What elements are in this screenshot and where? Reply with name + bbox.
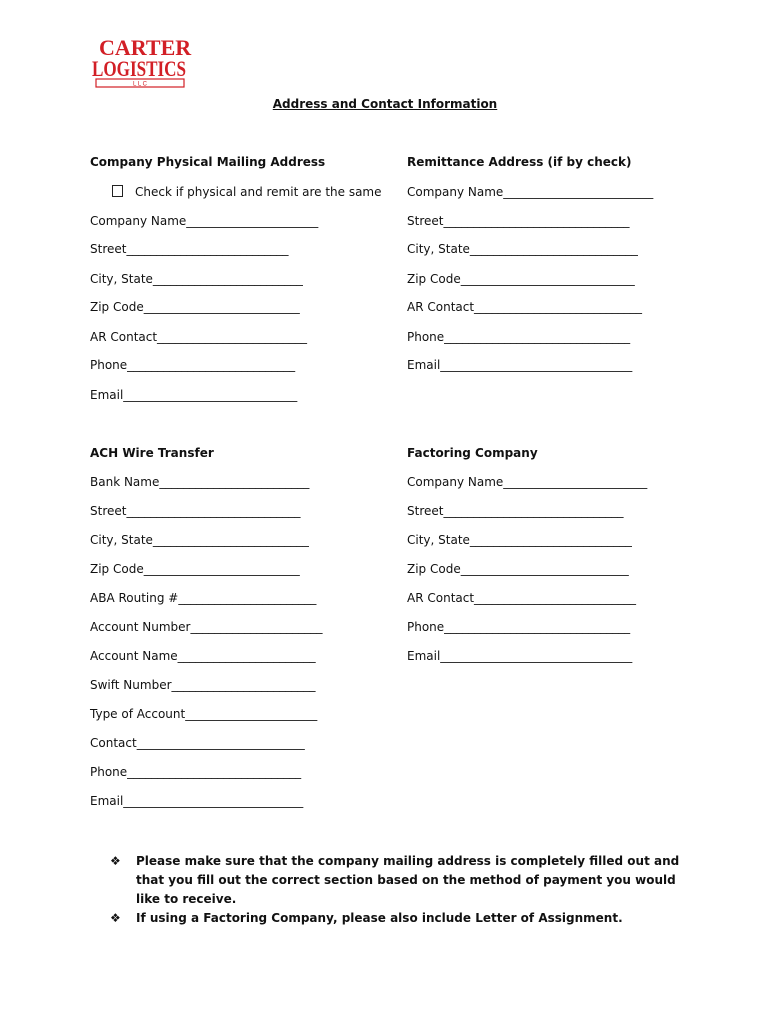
remittance-address-heading: Remittance Address (if by check) <box>407 155 632 169</box>
instructions-notes <box>110 852 690 928</box>
diamond-bullet-icon: ❖ <box>110 854 121 868</box>
factoring-zip-field[interactable]: Zip Code____________________________ <box>407 562 629 576</box>
factoring-street-field[interactable]: Street______________________________ <box>407 504 624 518</box>
remit-city-state-field[interactable]: City, State____________________________ <box>407 242 638 256</box>
page-title: Address and Contact Information <box>272 97 498 111</box>
note-text: Please make sure that the company mailing address is completely filled out and that you fill out the correct section based on the method of payment you would like to receive. <box>136 854 680 906</box>
note-item <box>110 909 690 928</box>
ach-city-state-field[interactable]: City, State__________________________ <box>90 533 309 547</box>
svg-text:CARTER: CARTER <box>99 35 192 60</box>
ach-bank-name-field[interactable]: Bank Name_________________________ <box>90 475 310 489</box>
remit-company-name-field[interactable]: Company Name_________________________ <box>407 185 654 199</box>
mailing-company-name-field[interactable]: Company Name______________________ <box>90 214 319 228</box>
factoring-ar-contact-field[interactable]: AR Contact___________________________ <box>407 591 637 605</box>
remit-phone-field[interactable]: Phone_______________________________ <box>407 330 631 344</box>
factoring-email-field[interactable]: Email________________________________ <box>407 649 633 663</box>
diamond-bullet-icon: ❖ <box>110 911 121 925</box>
same-address-checkbox-row[interactable] <box>112 185 382 199</box>
factoring-phone-field[interactable]: Phone_______________________________ <box>407 620 631 634</box>
ach-street-field[interactable]: Street_____________________________ <box>90 504 301 518</box>
ach-wire-transfer-heading: ACH Wire Transfer <box>90 446 214 460</box>
carter-logistics-logo <box>92 33 192 91</box>
mailing-street-field[interactable]: Street___________________________ <box>90 242 289 256</box>
note-item <box>110 852 690 909</box>
note-text: If using a Factoring Company, please also include Letter of Assignment. <box>136 911 623 925</box>
svg-text:LOGISTICS: LOGISTICS <box>92 56 186 81</box>
ach-account-name-field[interactable]: Account Name_______________________ <box>90 649 316 663</box>
svg-text:L L C: L L C <box>133 81 147 88</box>
mailing-ar-contact-field[interactable]: AR Contact_________________________ <box>90 330 308 344</box>
factoring-company-heading: Factoring Company <box>407 446 538 460</box>
remit-email-field[interactable]: Email________________________________ <box>407 358 633 372</box>
ach-account-number-field[interactable]: Account Number______________________ <box>90 620 323 634</box>
ach-contact-field[interactable]: Contact____________________________ <box>90 736 305 750</box>
mailing-email-field[interactable]: Email_____________________________ <box>90 388 298 402</box>
remit-street-field[interactable]: Street_______________________________ <box>407 214 630 228</box>
ach-swift-number-field[interactable]: Swift Number________________________ <box>90 678 316 692</box>
mailing-zip-field[interactable]: Zip Code__________________________ <box>90 300 300 314</box>
factoring-city-state-field[interactable]: City, State___________________________ <box>407 533 632 547</box>
ach-email-field[interactable]: Email______________________________ <box>90 794 304 808</box>
remit-zip-field[interactable]: Zip Code_____________________________ <box>407 272 635 286</box>
same-address-checkbox-label: Check if physical and remit are the same <box>135 185 382 199</box>
same-address-checkbox[interactable] <box>112 185 123 197</box>
remit-ar-contact-field[interactable]: AR Contact____________________________ <box>407 300 643 314</box>
factoring-company-name-field[interactable]: Company Name________________________ <box>407 475 648 489</box>
mailing-address-heading: Company Physical Mailing Address <box>90 155 326 169</box>
ach-phone-field[interactable]: Phone_____________________________ <box>90 765 302 779</box>
ach-aba-routing-field[interactable]: ABA Routing #_______________________ <box>90 591 317 605</box>
ach-type-of-account-field[interactable]: Type of Account______________________ <box>90 707 318 721</box>
mailing-phone-field[interactable]: Phone____________________________ <box>90 358 296 372</box>
ach-zip-field[interactable]: Zip Code__________________________ <box>90 562 300 576</box>
mailing-city-state-field[interactable]: City, State_________________________ <box>90 272 303 286</box>
